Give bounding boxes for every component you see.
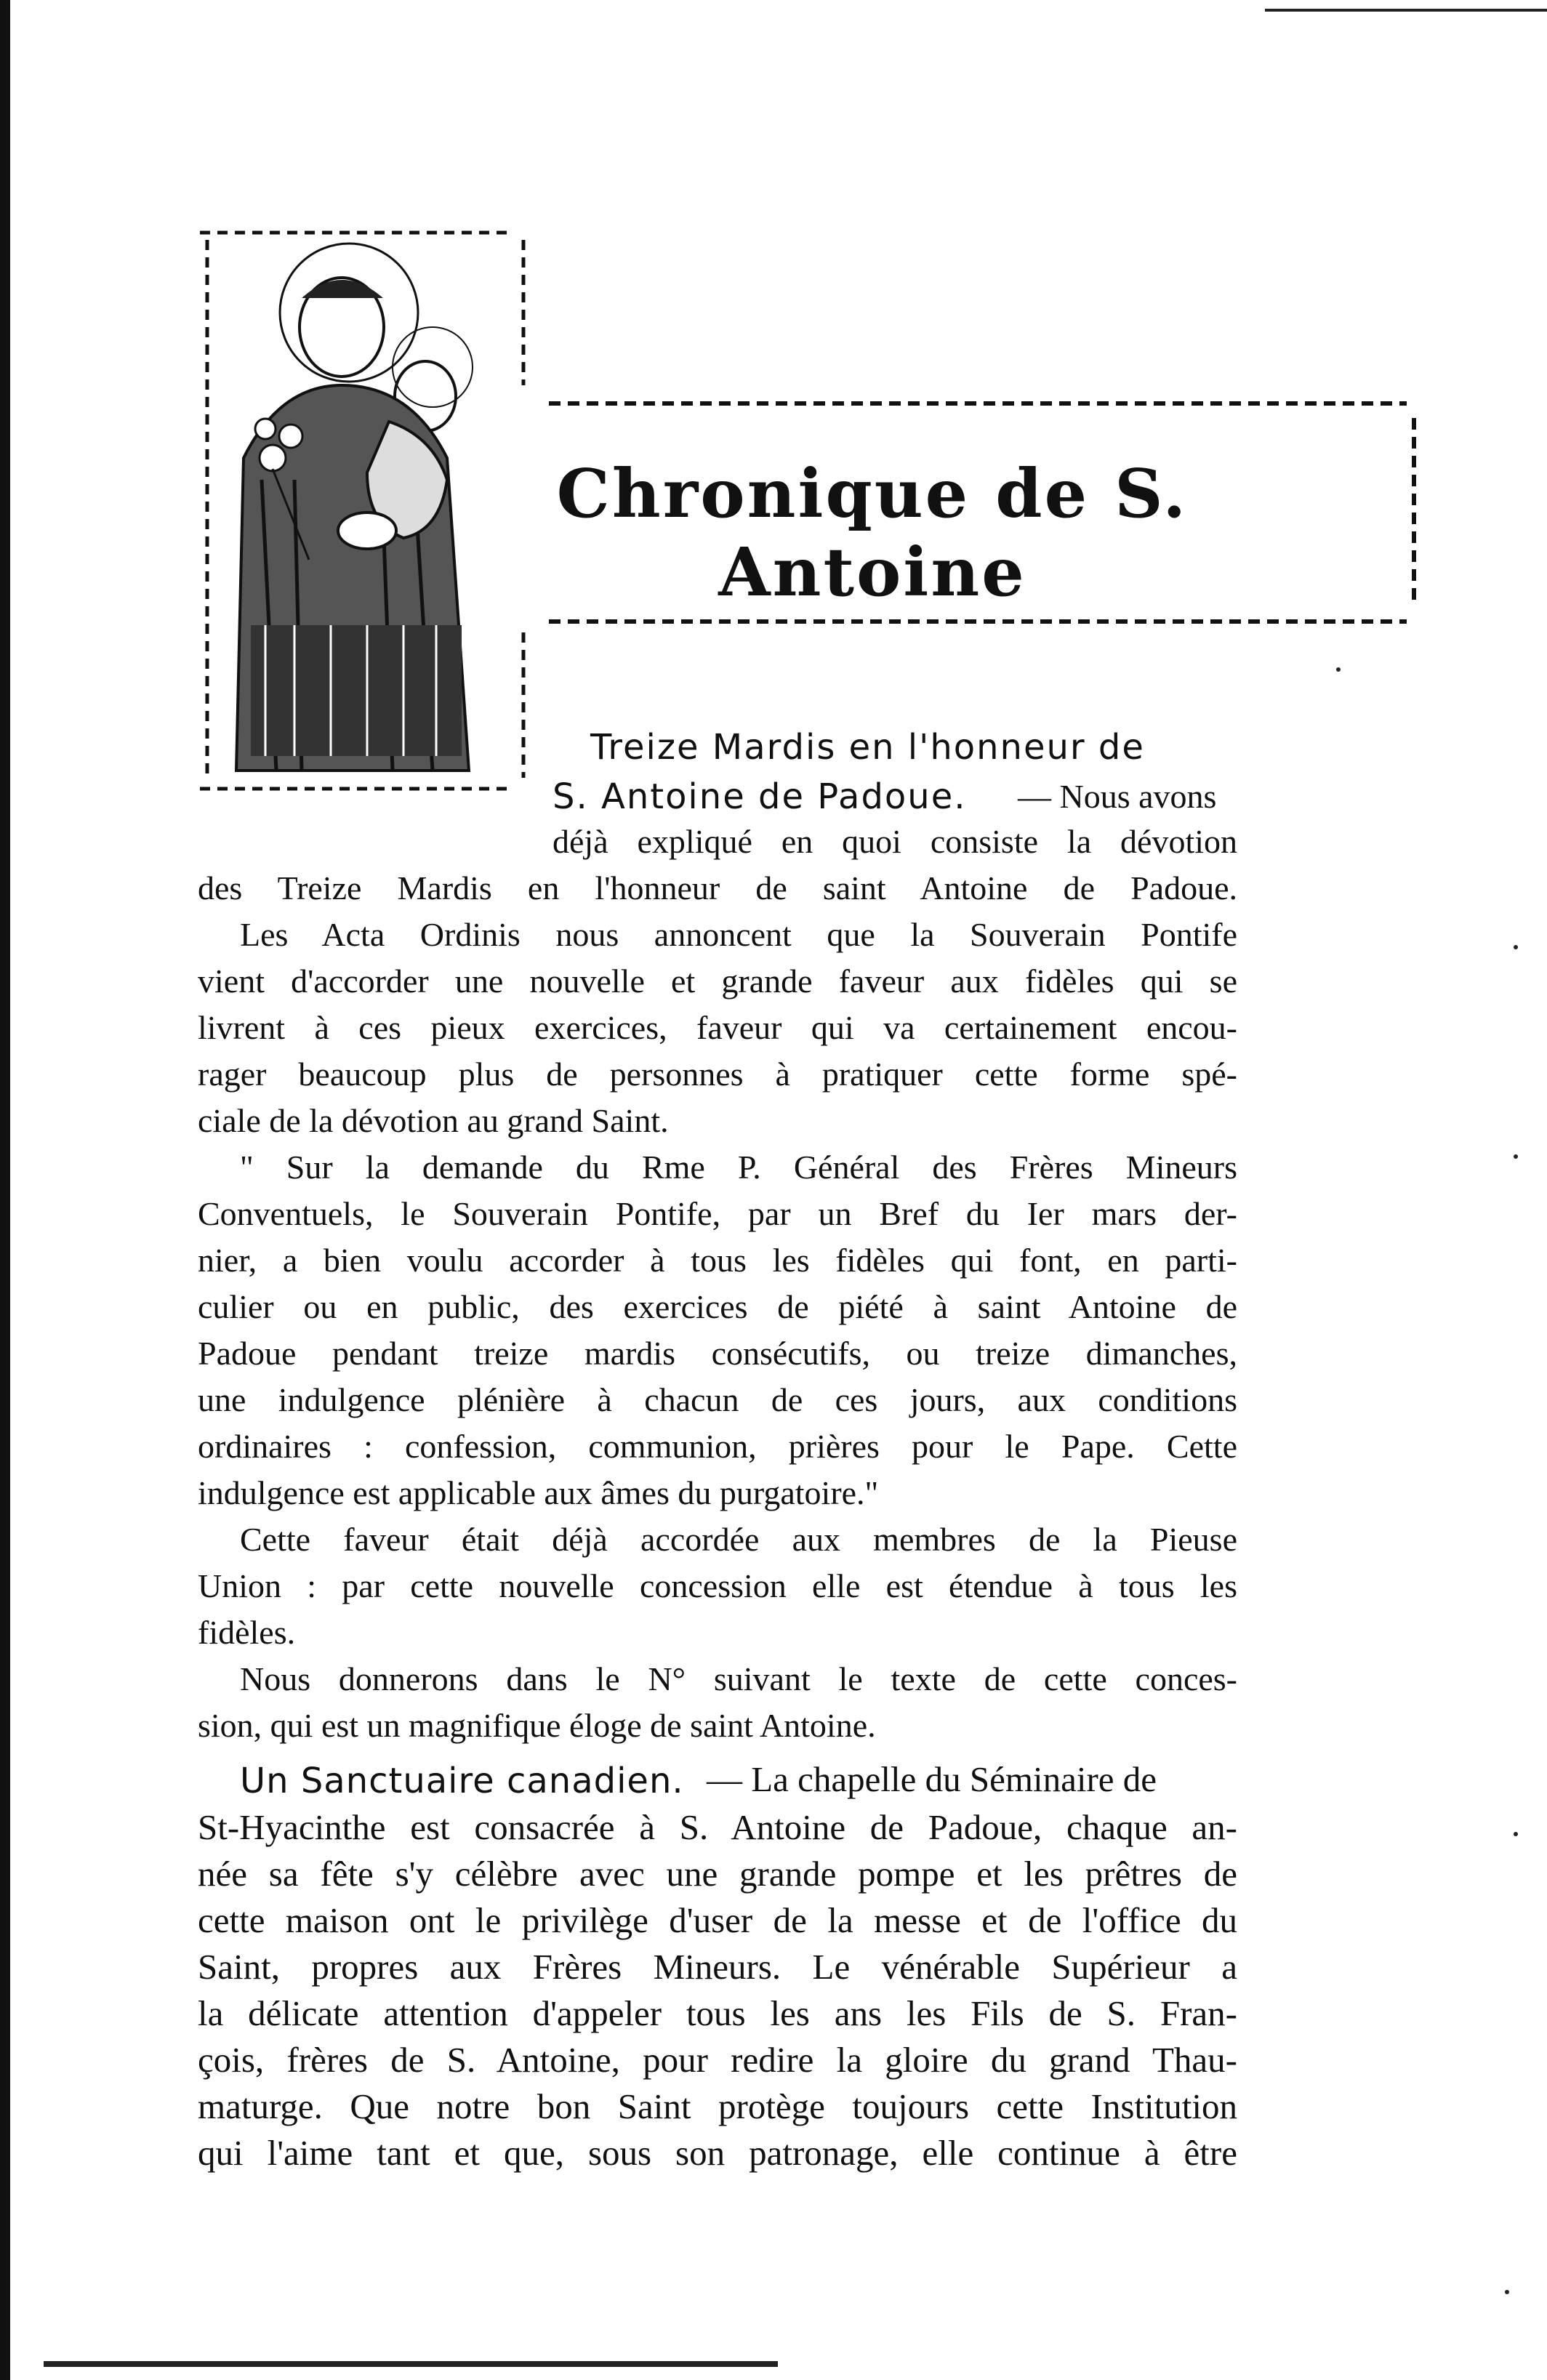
article-line: rager beaucoup plus de personnes à pratiquer cette forme spé- [198,1056,1237,1093]
article-lead-title: Treize Mardis en l'honneur de [590,727,1145,768]
scan-speck [1505,2290,1509,2294]
article-line: vient d'accorder une nouvelle et grande faveur aux fidèles qui se [198,962,1237,1000]
section-title: Un Sanctuaire canadien. [240,1761,684,1801]
article-line: cette maison ont le privilège d'user de la messe et de l'office du [198,1900,1237,1940]
bottom-rule [44,2361,778,2367]
article-line: — La chapelle du Séminaire de [707,1759,1157,1799]
scan-speck [1336,667,1341,672]
article-line: née sa fête s'y célèbre avec une grande pompe et les prêtres de [198,1854,1237,1894]
article-line: Nous donnerons dans le N° suivant le texte de cette conces- [240,1660,1237,1697]
scan-edge-left [0,0,10,2380]
article-line: Padoue pendant treize mardis consécutifs, ou treize dimanches, [198,1335,1237,1372]
article-line: la délicate attention d'appeler tous les ans les Fils de S. Fran- [198,1993,1237,2033]
article-line: Cette faveur était déjà accordée aux membres de la Pieuse [240,1521,1237,1558]
article-line: ordinaires : confession, communion, prières pour le Pape. Cette [198,1428,1237,1465]
article-line: Les Acta Ordinis nous annoncent que la Souverain Pontife [240,916,1237,953]
article-line: St-Hyacinthe est consacrée à S. Antoine de Padoue, chaque an- [198,1807,1237,1847]
article-line: indulgence est applicable aux âmes du purgatoire." [198,1474,879,1511]
article-line: une indulgence plénière à chacun de ces jours, aux conditions [198,1381,1237,1418]
chronicle-title: Chronique de S. Antoine [556,454,1189,611]
article-line: sion, qui est un magnifique éloge de saint Antoine. [198,1707,876,1744]
saint-anthony-vignette [193,218,534,796]
article-line: çois, frères de S. Antoine, pour redire la gloire du grand Thau- [198,2040,1237,2080]
article-line: — Nous avons [1018,778,1217,815]
scan-speck [1514,1832,1518,1836]
top-rule [1265,9,1547,12]
article-line: nier, a bien voulu accorder à tous les fidèles qui font, en parti- [198,1242,1237,1279]
scan-speck [1514,945,1518,949]
article-line: Saint, propres aux Frères Mineurs. Le vénérable Supérieur a [198,1947,1237,1987]
article-line: culier ou en public, des exercices de piété à saint Antoine de [198,1288,1237,1325]
article-line: maturge. Que notre bon Saint protège toujours cette Institution [198,2086,1237,2126]
article-line: " Sur la demande du Rme P. Général des Frères Mineurs [240,1149,1237,1186]
article-line: déjà expliqué en quoi consiste la dévotion [552,823,1237,860]
article-line: des Treize Mardis en l'honneur de saint Antoine de Padoue. [198,869,1237,906]
article-line: qui l'aime tant et que, sous son patronage, elle continue à être [198,2133,1237,2173]
article-line: Union : par cette nouvelle concession elle est étendue à tous les [198,1567,1237,1604]
scan-speck [1514,1154,1518,1159]
article-line: fidèles. [198,1614,296,1651]
article-lead-title-cont: S. Antoine de Padoue. [552,776,967,817]
article-line: livrent à ces pieux exercices, faveur qui va certainement encou- [198,1009,1237,1046]
article-line: ciale de la dévotion au grand Saint. [198,1102,669,1139]
article-line: Conventuels, le Souverain Pontife, par un Bref du Ier mars der- [198,1195,1237,1232]
